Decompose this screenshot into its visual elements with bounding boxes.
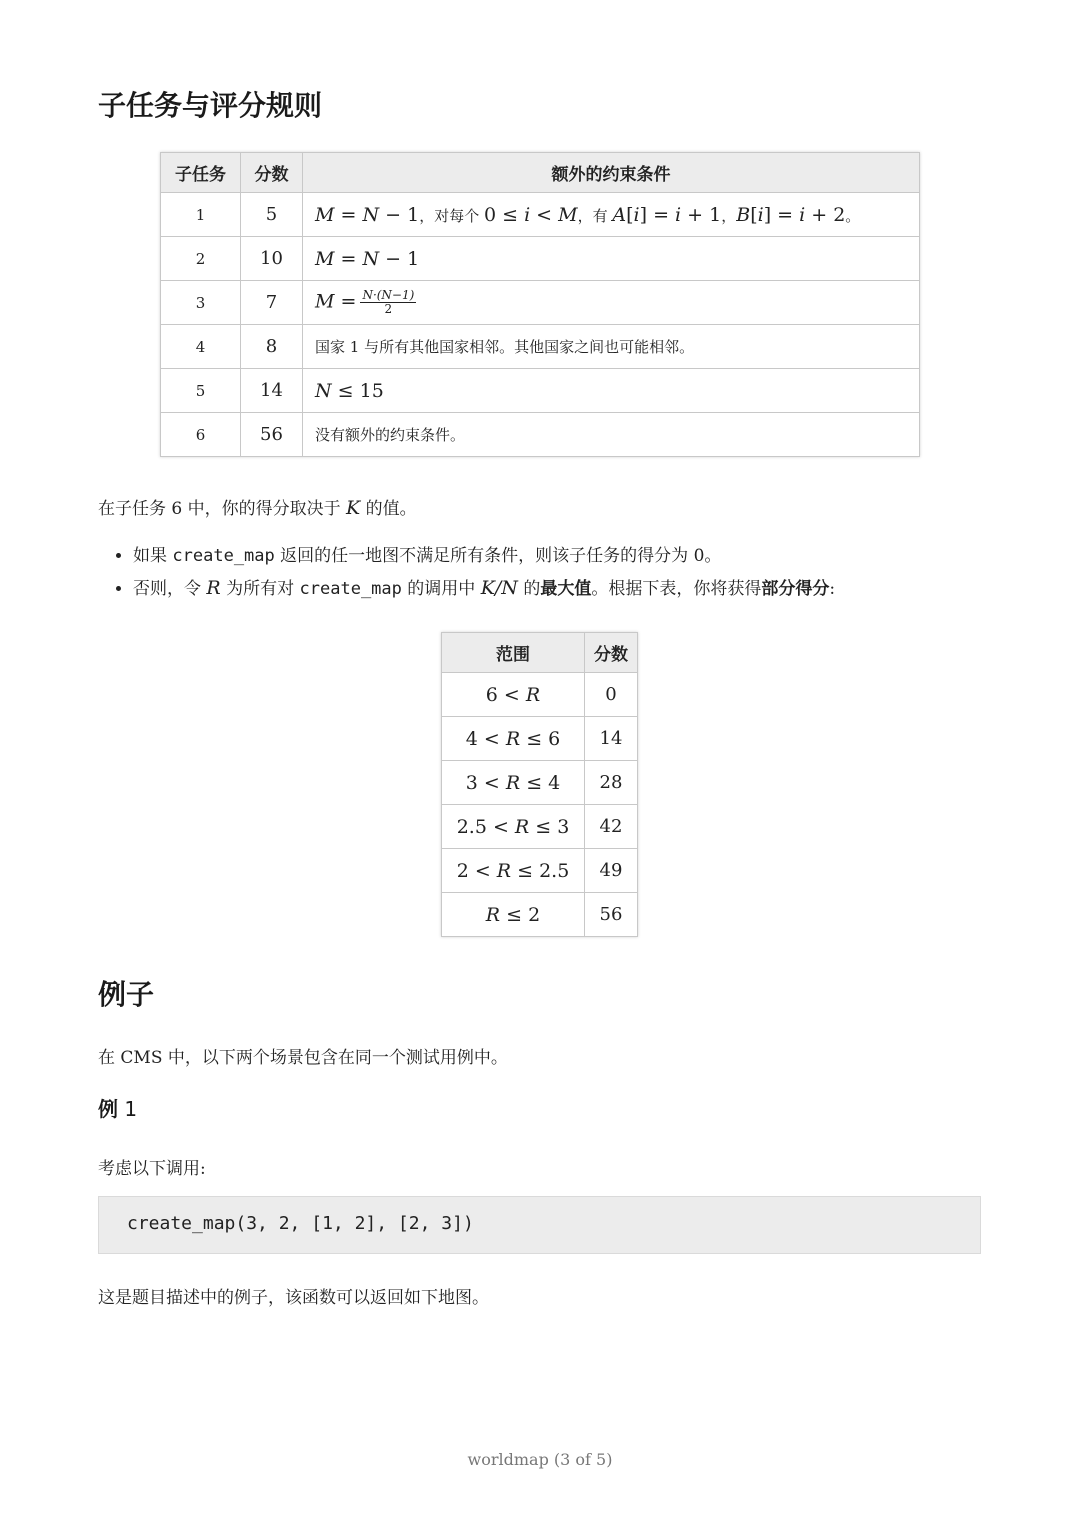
note-var-k: K — [346, 497, 361, 519]
bullet-text: 。根据下表，你将获得 — [591, 579, 762, 599]
table-row — [161, 369, 920, 413]
partial-score-table — [441, 632, 638, 937]
subtask-constraint: M = $\frac{N\cdot(N-1)}{2}$ — [303, 281, 920, 325]
range-cell: 2 < R ≤ 2.5 — [442, 849, 585, 893]
partial-table-header — [442, 633, 638, 673]
subtask-score: 56 — [241, 413, 303, 457]
header-range: 范围 — [442, 633, 585, 673]
note-text: 在子任务 6 中，你的得分取决于 — [98, 499, 347, 519]
subtask-score: 5 — [241, 193, 303, 237]
bullet-text: : — [829, 579, 836, 599]
note-text-end: 的值。 — [360, 499, 417, 519]
table-row — [161, 237, 920, 281]
consider-text: 考虑以下调用: — [98, 1159, 206, 1179]
header-score: 分数 — [585, 633, 638, 673]
table-row — [442, 717, 638, 761]
header-constraints: 额外的约束条件 — [303, 153, 920, 193]
table-row — [442, 849, 638, 893]
subtask-constraint: 国家 1 与所有其他国家相邻。其他国家之间也可能相邻。 — [303, 325, 920, 369]
section-title-examples: 例子 — [98, 978, 155, 1011]
subtask-id: 5 — [161, 369, 241, 413]
subtask-score: 14 — [241, 369, 303, 413]
table-row — [161, 413, 920, 457]
code-block — [98, 1196, 981, 1254]
range-cell: R ≤ 2 — [442, 893, 585, 937]
bullet-text: 的调用中 — [401, 579, 481, 599]
list-item — [133, 572, 835, 604]
table-row — [442, 761, 638, 805]
subtask-constraint: M = N − 1，对每个 0 ≤ i < M，有 A[i] = i + 1，B[i] = i + 2。 — [303, 193, 920, 237]
example-number: 1 — [124, 1097, 138, 1121]
header-score: 分数 — [241, 153, 303, 193]
subtask-table-header — [161, 153, 920, 193]
score-cell: 0 — [585, 673, 638, 717]
table-row — [161, 281, 920, 325]
table-row — [442, 805, 638, 849]
score-cell: 14 — [585, 717, 638, 761]
bullet-text: 如果 — [133, 546, 173, 566]
subtask-constraint: M = N − 1 — [303, 237, 920, 281]
subtask-id: 6 — [161, 413, 241, 457]
subtask-score: 8 — [241, 325, 303, 369]
section-title-subtasks: 子任务与评分规则 — [98, 89, 323, 122]
table-row — [161, 193, 920, 237]
subtask-score: 10 — [241, 237, 303, 281]
bold-text: 最大值 — [540, 579, 592, 599]
subtask-table — [160, 152, 920, 457]
table-row — [442, 673, 638, 717]
subtask-score: 7 — [241, 281, 303, 325]
inline-code: create_map — [172, 546, 275, 566]
math-expr-k-over-n: K/N — [480, 577, 518, 599]
subtask-id: 1 — [161, 193, 241, 237]
bold-text: 部分得分 — [761, 579, 830, 599]
table-row — [442, 893, 638, 937]
subtask-constraint: N ≤ 15 — [303, 369, 920, 413]
subtask-constraint: 没有额外的约束条件。 — [303, 413, 920, 457]
range-cell: 6 < R — [442, 673, 585, 717]
bullet-text: 返回的任一地图不满足所有条件，则该子任务的得分为 0。 — [274, 546, 722, 566]
bullet-text: 的 — [517, 579, 541, 599]
subtask6-note — [98, 494, 417, 519]
range-cell: 3 < R ≤ 4 — [442, 761, 585, 805]
subtask-id: 3 — [161, 281, 241, 325]
page-footer: worldmap (3 of 5) — [467, 1450, 613, 1469]
subtask-id: 2 — [161, 237, 241, 281]
inline-code: create_map — [299, 579, 402, 599]
table-row — [161, 325, 920, 369]
scoring-rules-list — [133, 540, 835, 604]
score-cell: 49 — [585, 849, 638, 893]
subtask-id: 4 — [161, 325, 241, 369]
score-cell: 28 — [585, 761, 638, 805]
bullet-text: 为所有对 — [220, 579, 300, 599]
list-item — [133, 540, 835, 572]
example1-heading — [98, 1093, 137, 1122]
conclusion-text: 这是题目描述中的例子，该函数可以返回如下地图。 — [98, 1288, 489, 1308]
header-subtask: 子任务 — [161, 153, 241, 193]
code-text: create_map(3, 2, [1, 2], [2, 3]) — [127, 1213, 474, 1234]
range-cell: 2.5 < R ≤ 3 — [442, 805, 585, 849]
range-cell: 4 < R ≤ 6 — [442, 717, 585, 761]
score-cell: 42 — [585, 805, 638, 849]
score-cell: 56 — [585, 893, 638, 937]
bullet-text: 否则，令 — [133, 579, 207, 599]
example-label: 例 — [98, 1097, 118, 1121]
math-var-r: R — [206, 577, 221, 599]
examples-intro: 在 CMS 中，以下两个场景包含在同一个测试用例中。 — [98, 1048, 508, 1068]
